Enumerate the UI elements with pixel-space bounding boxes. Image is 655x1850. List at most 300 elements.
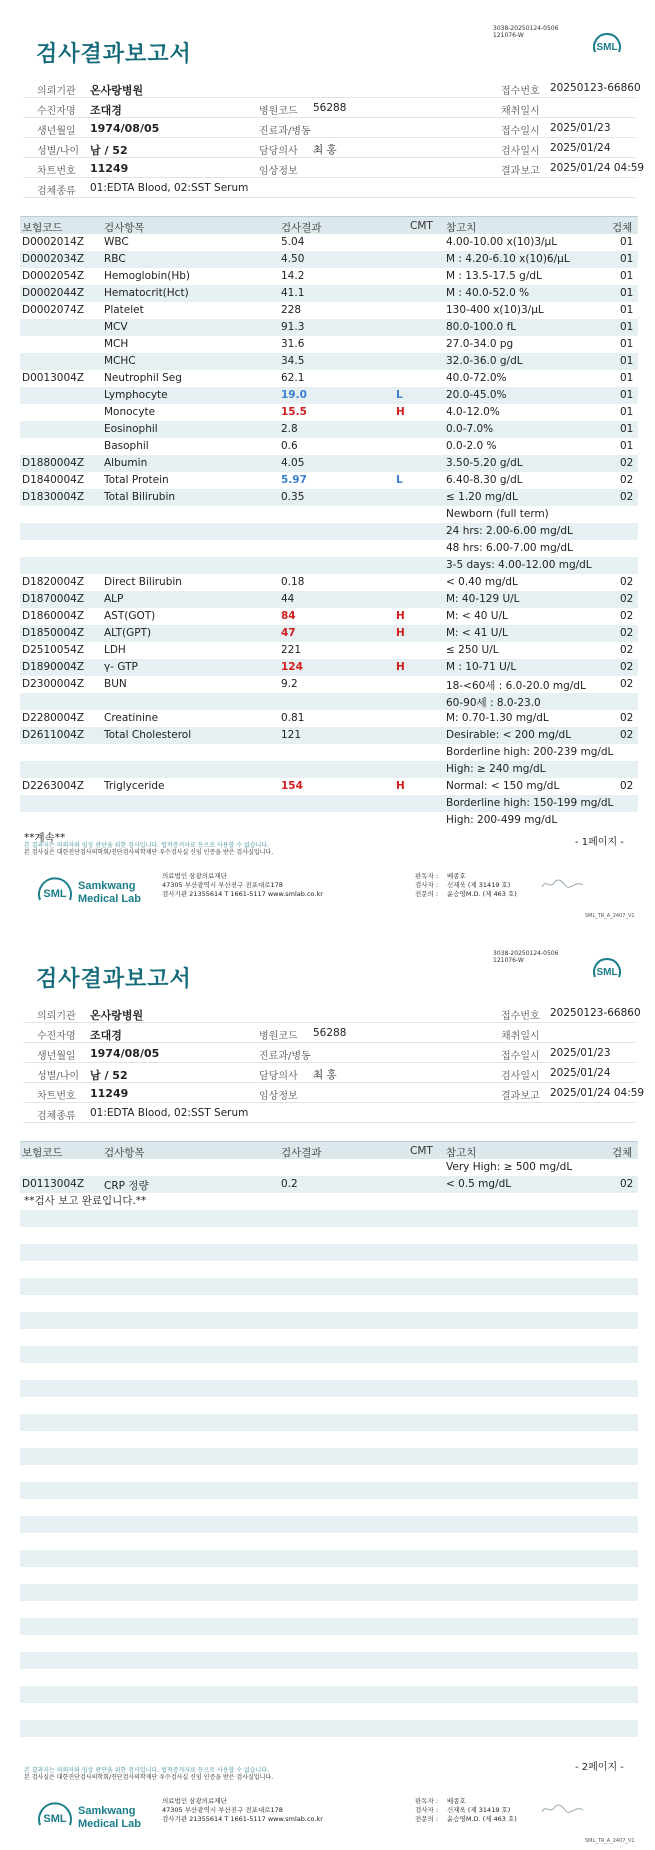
row-reference: 32.0-36.0 g/dL [446,355,523,367]
table-row [0,336,655,353]
row-reference: 20.0-45.0% [446,389,507,401]
row-specimen: 02 [620,729,634,741]
table-row [0,319,655,336]
row-reference: High: ≥ 240 mg/dL [446,763,546,775]
receipt-no-label: 접수번호 [501,1011,540,1022]
table-row [0,1176,655,1193]
row-test-name: Total Bilirubin [104,491,176,503]
info-row-2 [23,98,635,118]
header-spec: 검체 [612,1147,633,1159]
row-test-name: Triglyceride [104,780,165,792]
table-row [0,523,655,540]
row-code: D1860004Z [22,610,85,622]
row-test-name: Neutrophil Seg [104,372,182,384]
document-id [493,25,558,39]
dept-label: 진료과/병동 [259,126,311,137]
table-row [0,506,655,523]
birth-label: 생년월일 [37,126,76,137]
row-stripe [20,1618,638,1635]
row-reference: < 0.40 mg/dL [446,576,518,588]
footer-role-2: 검사자 : [415,881,439,889]
footer-person-2: 신재욱 (제 31419 호) [447,1806,511,1814]
receipt-date-value: 2025/01/23 [550,122,611,134]
row-result: 5.97 [281,474,307,486]
row-reference: 80.0-100.0 fL [446,321,517,333]
notice-line-1: 본 결과지는 의뢰자와 임상 판단을 위한 검사입니다. 법적증거자료 등으로 사용할 수 없습니다. [24,1767,270,1774]
row-code: D0002044Z [22,287,85,299]
row-code: D1870004Z [22,593,85,605]
table-row [0,659,655,676]
row-result: 228 [281,304,302,316]
row-code: D2263004Z [22,780,85,792]
report-page-2 [0,925,655,1850]
row-specimen: 02 [620,593,634,605]
header-name: 검사항목 [104,1147,145,1159]
birth-value: 1974/08/05 [90,122,160,135]
report-date-value: 2025/01/24 04:59 [550,1087,645,1099]
row-specimen: 01 [620,372,634,384]
document-id-line-1: 3038-20250124-0506 [493,25,559,32]
disclaimer-notice [24,842,273,856]
header-cmt: CMT [410,1145,433,1157]
dept-label: 진료과/병동 [259,1051,311,1062]
chart-label: 차트번호 [37,166,76,177]
row-code: D0002054Z [22,270,85,282]
sex-age-value: 남 / 52 [90,144,128,157]
requester-value: 온사랑병원 [90,84,144,97]
row-result: 15.5 [281,406,307,418]
row-test-name: Albumin [104,457,148,469]
specimen-label: 검체종류 [37,1111,76,1122]
table-row [0,574,655,591]
row-specimen: 02 [620,610,634,622]
info-row-3 [23,118,635,138]
table-row [0,625,655,642]
patient-label: 수진자명 [37,1031,76,1042]
row-reference: M : 13.5-17.5 g/dL [446,270,542,282]
row-specimen: 02 [620,712,634,724]
row-code: D0002074Z [22,304,85,316]
table-row [0,812,655,829]
table-row [0,591,655,608]
row-result: 31.6 [281,338,305,350]
sex-age-value: 남 / 52 [90,1069,128,1082]
row-stripe [20,1550,638,1567]
table-row [0,455,655,472]
table-row [0,353,655,370]
header-spec: 검체 [612,222,633,234]
row-test-name: AST(GOT) [104,610,156,622]
page-title: 검사결과보고서 [36,967,192,992]
row-stripe [20,1720,638,1737]
results-table-header [20,216,638,234]
table-row [0,387,655,404]
doctor-value: 최 홍 [313,144,337,156]
footer-role-2: 검사자 : [415,1806,439,1814]
receipt-date-value: 2025/01/23 [550,1047,611,1059]
report-date-label: 결과보고 [501,1091,540,1102]
row-stripe [20,1482,638,1499]
patient-label: 수진자명 [37,106,76,117]
table-row [0,710,655,727]
form-code: SML_TR_A_2407_V1 [585,1838,635,1844]
footer-roles [415,1797,438,1824]
disclaimer-notice [24,1767,273,1781]
footer-org: 의료법인 삼광의료재단 [162,1797,227,1805]
row-result: 4.50 [281,253,305,265]
row-reference: ≤ 250 U/L [446,644,499,656]
row-specimen: 02 [620,457,634,469]
table-row [0,489,655,506]
row-test-name: MCH [104,338,129,350]
row-test-name: Platelet [104,304,144,316]
row-reference: M: < 41 U/L [446,627,508,639]
chart-value: 11249 [90,162,129,175]
row-stripe [20,1448,638,1465]
row-reference: M : 10-71 U/L [446,661,517,673]
row-code: D1880004Z [22,457,85,469]
table-row [0,268,655,285]
patient-value: 조대경 [90,1029,122,1042]
table-row [0,540,655,557]
report-date-value: 2025/01/24 04:59 [550,162,645,174]
sml-logo-icon [590,30,624,60]
test-date-label: 검사일시 [501,146,540,157]
header-name: 검사항목 [104,222,145,234]
row-specimen: 01 [620,253,634,265]
doctor-label: 담당의사 [259,146,298,157]
info-row-2 [23,1023,635,1043]
notice-line-2: 본 검사실은 대한진단검사의학회/진단검사의학재단 우수검사실 신임 인증을 받은 검사실입니다. [24,1774,274,1781]
row-specimen: 01 [620,440,634,452]
footer-person-2: 신재욱 (제 31419 호) [447,881,511,889]
row-reference: M: 40-129 U/L [446,593,520,605]
doctor-value: 최 홍 [313,1069,337,1081]
row-code: D1820004Z [22,576,85,588]
row-result: 91.3 [281,321,305,333]
row-stripe [20,1686,638,1703]
table-row [0,421,655,438]
table-row [0,370,655,387]
footer-role-3: 전문의 : [415,890,439,898]
row-test-name: Hematocrit(Hct) [104,287,189,299]
row-flag: H [396,661,405,673]
doctor-label: 담당의사 [259,1071,298,1082]
notice-line-1: 본 결과지는 의뢰자와 임상 판단을 위한 검사입니다. 법적증거자료 등으로 사용할 수 없습니다. [24,842,270,849]
row-result: 44 [281,593,295,605]
row-result: 4.05 [281,457,305,469]
table-row [0,676,655,693]
row-code: D2300004Z [22,678,85,690]
header-cmt: CMT [410,220,433,232]
receipt-no-value: 20250123-66860 [550,1007,641,1019]
row-reference: 4.00-10.00 x(10)3/μL [446,236,558,248]
sml-logo-icon [590,955,624,985]
footer-person-3: 윤승영M.D. (제 463 호) [447,1815,517,1823]
footer-org-info [162,1797,323,1824]
row-specimen: 02 [620,576,634,588]
receipt-date-label: 접수일시 [501,1051,540,1062]
info-row-6 [23,1103,635,1123]
row-reference: 18-<60세 : 6.0-20.0 mg/dL [446,680,586,692]
row-result: 2.8 [281,423,298,435]
info-row-1 [23,1003,641,1023]
specimen-value: 01:EDTA Blood, 02:SST Serum [90,1107,249,1119]
svg-text:SML: SML [43,1813,67,1825]
row-result: 47 [281,627,296,639]
row-specimen: 02 [620,644,634,656]
row-reference: Borderline high: 200-239 mg/dL [446,746,614,758]
chart-label: 차트번호 [37,1091,76,1102]
row-reference: 48 hrs: 6.00-7.00 mg/dL [446,542,573,554]
row-reference: Very High: ≥ 500 mg/dL [446,1161,573,1173]
row-stripe [20,1652,638,1669]
row-reference: 24 hrs: 2.00-6.00 mg/dL [446,525,573,537]
table-row [0,1159,655,1176]
row-code: D1850004Z [22,627,85,639]
row-reference: 3-5 days: 4.00-12.00 mg/dL [446,559,592,571]
clinical-label: 임상정보 [259,166,298,177]
row-reference: 27.0-34.0 pg [446,338,514,350]
row-result: 9.2 [281,678,298,690]
row-result: 154 [281,780,303,792]
page-number: - 1페이지 - [575,837,624,848]
footer-person-3: 윤승영M.D. (제 463 호) [447,890,517,898]
row-specimen: 01 [620,236,634,248]
svg-text:SML: SML [596,967,618,978]
row-test-name: Total Protein [104,474,169,486]
row-result: 34.5 [281,355,305,367]
table-row [0,727,655,744]
collect-date-label: 채취일시 [501,106,540,117]
row-reference: < 0.5 mg/dL [446,1178,512,1190]
notice-line-2: 본 검사실은 대한진단검사의학회/진단검사의학재단 우수검사실 신임 인증을 받은 검사실입니다. [24,849,274,856]
hospital-code-value: 56288 [313,1027,347,1039]
footer-contact: 검사기관 21355614 T 1661-5117 www.smlab.co.kr [162,1815,323,1823]
row-specimen: 01 [620,423,634,435]
chart-value: 11249 [90,1087,129,1100]
row-stripe [20,1380,638,1397]
signature-icon [540,877,585,891]
row-test-name: RBC [104,253,126,265]
header-code: 보험코드 [22,1147,63,1159]
footer-org: 의료법인 삼광의료재단 [162,872,227,880]
row-result: 62.1 [281,372,305,384]
table-row [0,234,655,251]
document-id [493,950,558,964]
footer-person-1: 배종호 [447,872,466,880]
row-test-name: ALP [104,593,124,605]
row-code: D2510054Z [22,644,85,656]
row-reference: Normal: < 150 mg/dL [446,780,560,792]
table-row [0,472,655,489]
row-stripe [20,1346,638,1363]
requester-value: 온사랑병원 [90,1009,144,1022]
hospital-code-label: 병원코드 [259,106,298,117]
row-code: D0002034Z [22,253,85,265]
table-row [0,795,655,812]
footer-address: 47305 부산광역시 부산진구 전포대로178 [162,881,283,889]
report-complete-label: **검사 보고 완료입니다.** [24,1195,147,1207]
row-reference: M : 4.20-6.10 x(10)6/μL [446,253,570,265]
hospital-code-value: 56288 [313,102,347,114]
row-test-name: Total Cholesterol [104,729,192,741]
row-reference: 40.0-72.0% [446,372,507,384]
document-id-line-2: 121076-W [493,957,524,964]
row-flag: H [396,780,405,792]
row-code: D1830004Z [22,491,85,503]
document-id-line-2: 121076-W [493,32,524,39]
report-date-label: 결과보고 [501,166,540,177]
receipt-date-label: 접수일시 [501,126,540,137]
row-result: 0.6 [281,440,298,452]
sex-age-label: 성별/나이 [37,146,80,157]
table-row [0,693,655,710]
row-result: 0.81 [281,712,305,724]
row-specimen: 01 [620,355,634,367]
svg-text:SML: SML [596,42,618,53]
footer-roles [415,872,438,899]
header-ref: 참고치 [446,222,477,234]
footer-contact: 검사기관 21355614 T 1661-5117 www.smlab.co.kr [162,890,323,898]
header-code: 보험코드 [22,222,63,234]
row-reference: M: 0.70-1.30 mg/dL [446,712,549,724]
footer-address: 47305 부산광역시 부산진구 전포대로178 [162,1806,283,1814]
page-number: - 2페이지 - [575,1762,624,1773]
info-row-3 [23,1043,635,1063]
form-code: SML_TR_A_2407_V1 [585,913,635,919]
footer-org-info [162,872,323,899]
table-row [0,557,655,574]
row-reference: Newborn (full term) [446,508,549,520]
sex-age-label: 성별/나이 [37,1071,80,1082]
svg-text:Medical Lab: Medical Lab [78,1818,141,1830]
row-flag: L [396,474,403,486]
row-reference: 4.0-12.0% [446,406,500,418]
birth-value: 1974/08/05 [90,1047,160,1060]
receipt-no-label: 접수번호 [501,86,540,97]
table-row [0,285,655,302]
footer-signers [447,1797,517,1824]
patient-value: 조대경 [90,104,122,117]
row-reference: 0.0-7.0% [446,423,494,435]
row-reference: 0.0-2.0 % [446,440,497,452]
svg-text:Samkwang: Samkwang [78,1805,136,1817]
info-row-6 [23,178,635,198]
row-reference: High: 200-499 mg/dL [446,814,558,826]
row-test-name: ALT(GPT) [104,627,152,639]
row-specimen: 01 [620,304,634,316]
header-ref: 참고치 [446,1147,477,1159]
footer-role-1: 판독자 : [415,1797,439,1805]
row-code: D0002014Z [22,236,85,248]
svg-text:SML: SML [43,888,67,900]
row-specimen: 01 [620,406,634,418]
row-reference: 60-90세 : 8.0-23.0 [446,697,541,709]
row-stripe [20,1516,638,1533]
row-test-name: MCHC [104,355,136,367]
row-test-name: Monocyte [104,406,156,418]
signature-icon [540,1802,585,1816]
row-reference: M: < 40 U/L [446,610,508,622]
table-row [0,438,655,455]
table-row [0,404,655,421]
footer-role-1: 판독자 : [415,872,439,880]
table-row [0,761,655,778]
row-stripe [20,1278,638,1295]
document-id-line-1: 3038-20250124-0506 [493,950,559,957]
svg-text:Samkwang: Samkwang [78,880,136,892]
results-table-header [20,1141,638,1159]
row-reference: Borderline high: 150-199 mg/dL [446,797,614,809]
row-specimen: 02 [620,661,634,673]
row-result: 14.2 [281,270,305,282]
page-title: 검사결과보고서 [36,42,192,67]
row-specimen: 02 [620,491,634,503]
collect-date-label: 채취일시 [501,1031,540,1042]
row-specimen: 02 [620,627,634,639]
row-reference: Desirable: < 200 mg/dL [446,729,572,741]
row-specimen: 02 [620,1178,634,1190]
birth-label: 생년월일 [37,1051,76,1062]
row-stripe [20,1312,638,1329]
row-flag: H [396,406,405,418]
row-flag: H [396,610,405,622]
samkwang-logo-icon [36,1795,146,1835]
row-test-name: γ- GTP [104,661,138,673]
row-test-name: Basophil [104,440,149,452]
continued-label: **계속** [24,832,66,844]
row-specimen: 01 [620,321,634,333]
hospital-code-label: 병원코드 [259,1031,298,1042]
row-result: 124 [281,661,303,673]
specimen-value: 01:EDTA Blood, 02:SST Serum [90,182,249,194]
row-test-name: WBC [104,236,129,248]
clinical-label: 임상정보 [259,1091,298,1102]
row-code: D0013004Z [22,372,85,384]
row-reference: 3.50-5.20 g/dL [446,457,523,469]
row-test-name: Direct Bilirubin [104,576,182,588]
row-result: 41.1 [281,287,305,299]
row-reference: M : 40.0-52.0 % [446,287,530,299]
table-row [0,302,655,319]
test-date-value: 2025/01/24 [550,142,611,154]
row-stripe [20,1244,638,1261]
row-flag: H [396,627,405,639]
row-result: 5.04 [281,236,305,248]
table-row [0,642,655,659]
row-reference: 130-400 x(10)3/μL [446,304,544,316]
row-test-name: Hemoglobin(Hb) [104,270,191,282]
footer-role-3: 전문의 : [415,1815,439,1823]
row-specimen: 01 [620,389,634,401]
header-result: 검사결과 [281,222,322,234]
table-row [0,251,655,268]
test-date-label: 검사일시 [501,1071,540,1082]
row-test-name: Creatinine [104,712,159,724]
receipt-no-value: 20250123-66860 [550,82,641,94]
row-reference: 6.40-8.30 g/dL [446,474,523,486]
row-result: 19.0 [281,389,307,401]
row-test-name: Eosinophil [104,423,158,435]
row-result: 0.2 [281,1178,298,1190]
row-test-name: MCV [104,321,128,333]
footer-signers [447,872,517,899]
row-result: 221 [281,644,302,656]
row-flag: L [396,389,403,401]
info-row-4 [23,138,635,158]
row-result: 84 [281,610,296,622]
